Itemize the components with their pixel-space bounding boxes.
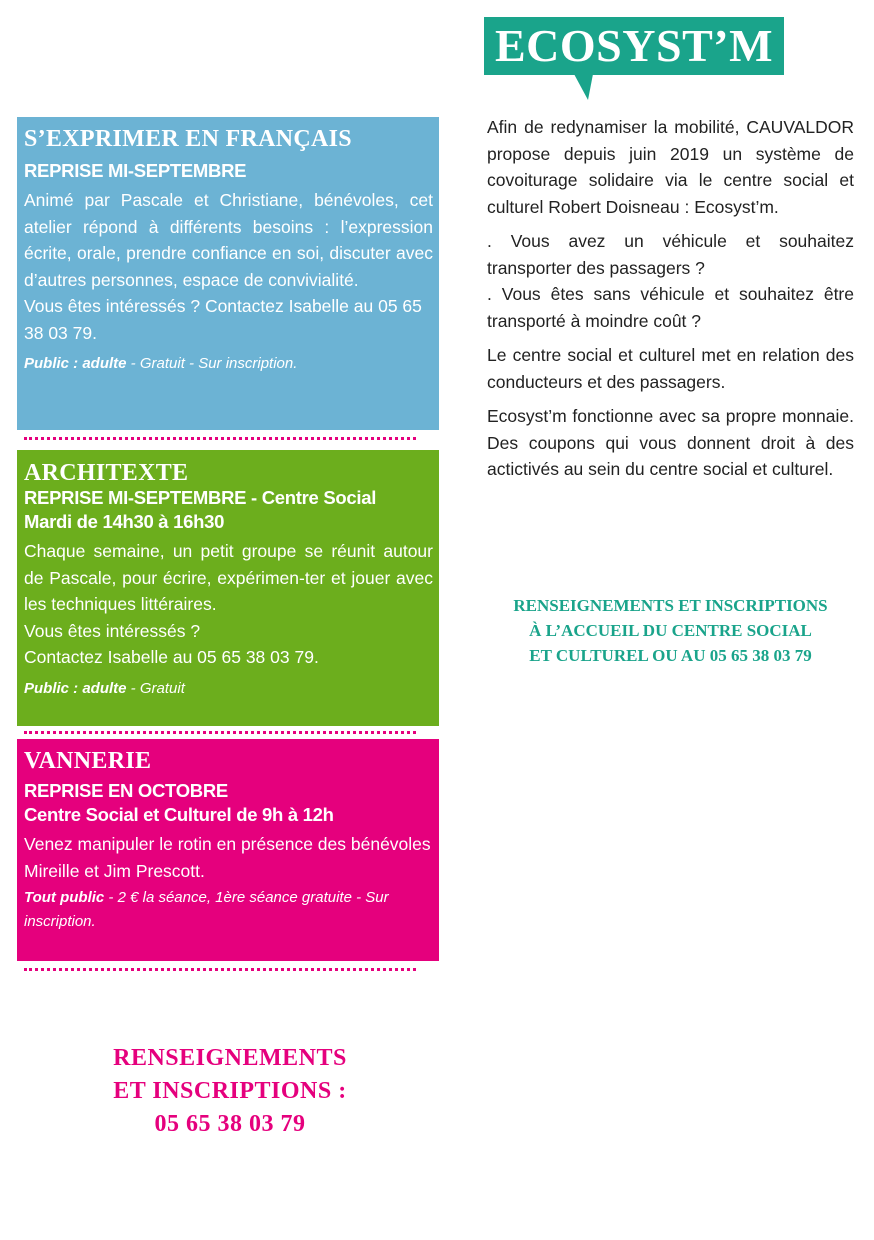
- atelier-francais-public-label: Public : adulte: [24, 355, 127, 372]
- atelier-architexte-contact: Contactez Isabelle au 05 65 38 03 79.: [24, 647, 319, 667]
- dotted-divider: [24, 437, 416, 440]
- contact-left-phone: 05 65 38 03 79: [154, 1111, 306, 1137]
- atelier-francais-schedule: REPRISE MI-SEPTEMBRE: [24, 160, 247, 181]
- speech-bubble-pointer: [574, 74, 593, 100]
- contact-left-line-1: RENSEIGNEMENTS: [113, 1045, 347, 1071]
- atelier-vannerie-box: [17, 739, 439, 961]
- atelier-vannerie-title: VANNERIE: [24, 748, 152, 774]
- atelier-vannerie-public: [24, 886, 433, 934]
- atelier-francais-public-details: - Gratuit - Sur inscription.: [126, 355, 298, 372]
- atelier-architexte-description: Chaque semaine, un petit groupe se réunit autour de Pascale, pour écrire, expérimen-ter et jouer avec les techniques littéraires.: [24, 541, 433, 614]
- atelier-vannerie-schedule-2: Centre Social et Culturel de 9h à 12h: [24, 804, 334, 825]
- atelier-architexte-schedule-1: REPRISE MI-SEPTEMBRE - Centre Social: [24, 487, 377, 508]
- atelier-architexte-public-label: Public : adulte: [24, 679, 127, 697]
- atelier-architexte-public: [24, 677, 433, 701]
- atelier-architexte-body: [24, 538, 433, 671]
- atelier-architexte-schedule-2: Mardi de 14h30 à 16h30: [24, 511, 225, 532]
- atelier-vannerie-schedule-1: REPRISE EN OCTOBRE: [24, 780, 228, 801]
- atelier-vannerie-public-details: - 2 € la séance, 1ère séance gratuite - Sur inscription.: [24, 889, 389, 930]
- dotted-divider: [24, 731, 416, 734]
- ecosystm-question-2: . Vous êtes sans véhicule et souhaitez être transporté à moindre coût ?: [487, 284, 854, 331]
- contact-block-left: [40, 1042, 420, 1141]
- ecosystm-contact-line-3: ET CULTUREL OU AU 05 65 38 03 79: [529, 646, 812, 665]
- ecosystm-contact: [487, 593, 854, 668]
- atelier-architexte-title: ARCHITEXTE: [24, 460, 189, 486]
- atelier-francais-description: Animé par Pascale et Christiane, bénévoles, cet atelier répond à différents besoins : l’expression écrite, orale, prendre confiance en soi, discuter avec d’autres personnes, espace de convivialité.: [24, 190, 433, 290]
- ecosystm-text: [487, 114, 854, 491]
- ecosystm-question-1: . Vous avez un véhicule et souhaitez transporter des passagers ?: [487, 231, 854, 278]
- atelier-architexte-question: Vous êtes intéressés ?: [24, 620, 201, 641]
- atelier-francais-body: [24, 187, 433, 346]
- atelier-francais-contact: Vous êtes intéressés ? Contactez Isabelle au 05 65 38 03 79.: [24, 296, 422, 343]
- contact-left-line-2: ET INSCRIPTIONS :: [113, 1078, 347, 1104]
- atelier-vannerie-description: Venez manipuler le rotin en présence des bénévoles Mireille et Jim Prescott.: [24, 834, 431, 881]
- atelier-francais-title: S’EXPRIMER EN FRANÇAIS: [24, 126, 352, 152]
- atelier-architexte-box: [17, 450, 439, 726]
- atelier-francais-public: [24, 352, 433, 376]
- ecosystm-title-banner: ECOSYST’M: [484, 17, 784, 75]
- ecosystm-contact-line-1: RENSEIGNEMENTS ET INSCRIPTIONS: [513, 596, 828, 615]
- atelier-architexte-public-details: - Gratuit: [126, 679, 185, 697]
- ecosystm-intro: Afin de redynamiser la mobilité, CAUVALDOR propose depuis juin 2019 un système de covoiturage solidaire via le centre social et culturel Robert Doisneau : Ecosyst’m.: [487, 117, 854, 217]
- atelier-vannerie-body: [24, 831, 433, 884]
- atelier-francais-box: [17, 117, 439, 430]
- dotted-divider: [24, 968, 416, 971]
- ecosystm-contact-line-2: À L’ACCUEIL DU CENTRE SOCIAL: [529, 621, 812, 640]
- atelier-vannerie-public-label: Tout public: [24, 889, 105, 906]
- ecosystm-relation: Le centre social et culturel met en relation des conducteurs et des passagers.: [487, 345, 854, 392]
- ecosystm-currency: Ecosyst’m fonctionne avec sa propre monnaie. Des coupons qui vous donnent droit à des actictivés au sein du centre social et culturel.: [487, 406, 854, 479]
